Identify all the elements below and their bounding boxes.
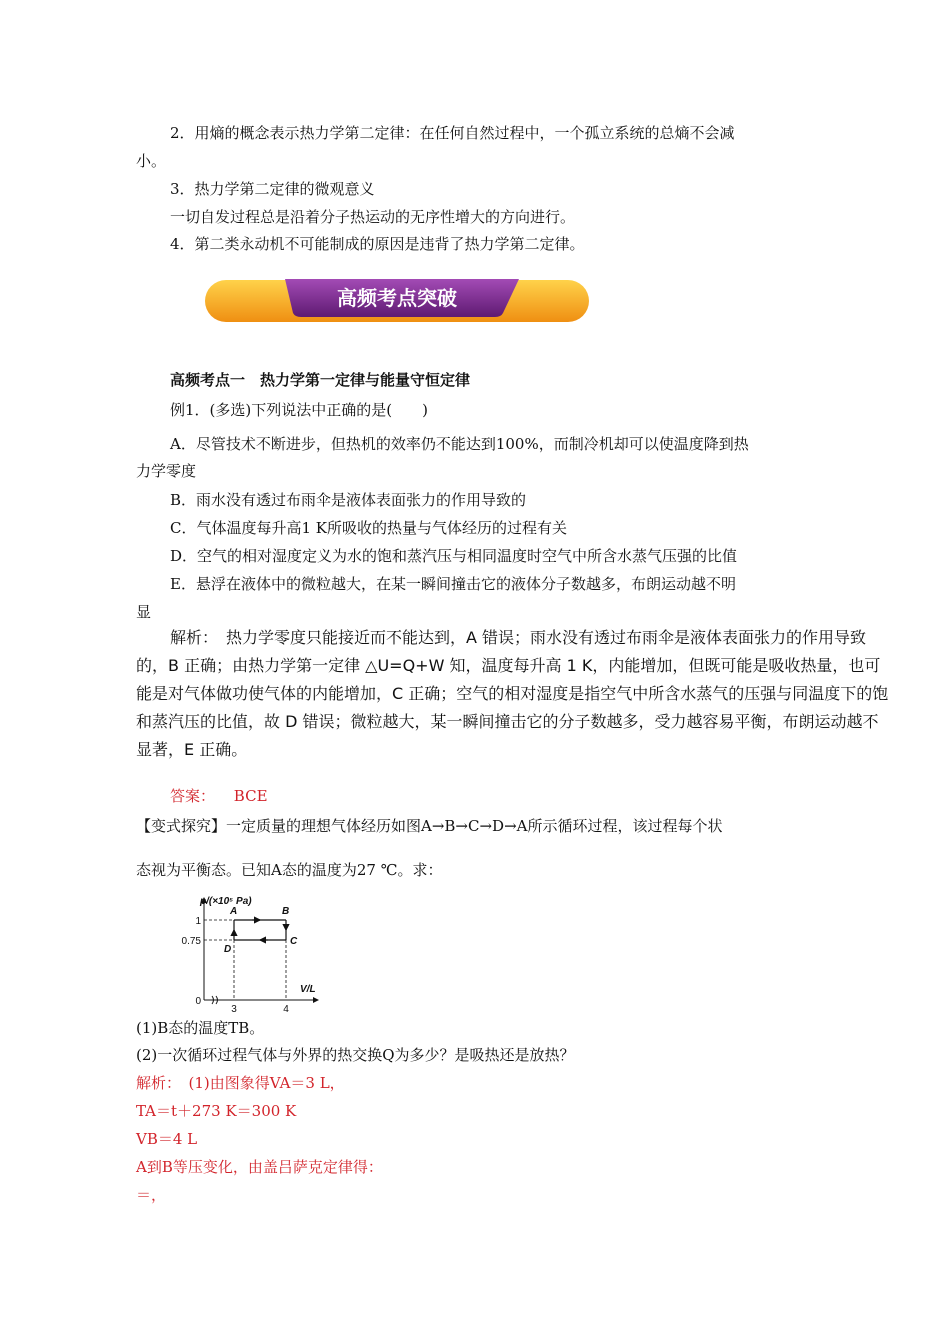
banner-title: 高频考点突破 xyxy=(337,286,457,310)
analysis-line-2: 的，B 正确；由热力学第一定律 △U=Q+W 知，温度每升高 1 K，内能增加，但既可能是吸收热量，也可 xyxy=(136,656,881,675)
option-a: A．尽管技术不断进步，但热机的效率仍不能达到100%，而制冷机却可以使温度降到热 xyxy=(170,435,749,453)
y-axis-label: p/(×10⁵ Pa) xyxy=(200,896,252,907)
x-tick-label: 3 xyxy=(231,1004,237,1015)
origin-label: 0 xyxy=(195,996,201,1007)
option-b: B．雨水没有透过布雨伞是液体表面张力的作用导致的 xyxy=(170,491,527,509)
option-c: C．气体温度每升高1 K所吸收的热量与气体经历的过程有关 xyxy=(170,519,567,537)
x-axis-label: V/L xyxy=(300,984,316,995)
question-1: (1)B态的温度TB。 xyxy=(136,1019,265,1037)
point-label-B: B xyxy=(282,906,290,917)
solution-line-4: A到B等压变化，由盖吕萨克定律得： xyxy=(136,1158,383,1176)
x-tick-label: 4 xyxy=(283,1004,289,1015)
solution-line-5: ＝， xyxy=(136,1186,167,1204)
solution-line-1: 解析： (1)由图象得VA＝3 L， xyxy=(136,1074,345,1092)
analysis-block xyxy=(136,624,908,764)
analysis-line-4: 和蒸汽压的比值，故 D 错误；微粒越大，某一瞬间撞击它的分子数越多，受力越容易平衡，布朗运动越不 xyxy=(136,712,879,731)
option-a-cont: 力学零度 xyxy=(136,462,197,480)
section-banner xyxy=(203,275,591,325)
option-e-cont: 显 xyxy=(136,603,152,621)
analysis-line-1: 解析： 热力学零度只能接近而不能达到，A 错误；雨水没有透过布雨伞是液体表面张力的作用导致 xyxy=(170,628,867,647)
answer xyxy=(170,786,860,806)
variant-intro-cont: 态视为平衡态。已知A态的温度为27 ℃。求： xyxy=(136,861,443,879)
example-question: 例1．(多选)下列说法中正确的是( ) xyxy=(170,401,428,419)
solution-line-2: TA＝t＋273 K＝300 K xyxy=(136,1102,297,1120)
intro-point-2-cont: 小。 xyxy=(136,152,167,170)
pv-diagram xyxy=(181,892,324,1015)
option-d: D．空气的相对湿度定义为水的饱和蒸汽压与相同温度时空气中所含水蒸气压强的比值 xyxy=(170,547,738,565)
y-tick-label: 1 xyxy=(195,916,201,927)
variant-intro: 【变式探究】一定质量的理想气体经历如图A→B→C→D→A所示循环过程，该过程每个状 xyxy=(136,817,723,835)
intro-point-3: 3．热力学第二定律的微观意义 xyxy=(170,180,375,198)
analysis-line-3: 能是对气体做功使气体的内能增加，C 正确；空气的相对湿度是指空气中所含水蒸气的压强与同温度下的饱 xyxy=(136,684,889,703)
point-label-D: D xyxy=(224,944,232,955)
answer-label: 答案： xyxy=(170,787,216,805)
point-label-C: C xyxy=(290,936,298,947)
intro-point-2: 2．用熵的概念表示热力学第二定律：在任何自然过程中，一个孤立系统的总熵不会减 xyxy=(170,124,735,142)
y-tick-label: 0.75 xyxy=(181,936,201,947)
point-label-A: A xyxy=(230,906,238,917)
solution-line-3: VB＝4 L xyxy=(136,1130,198,1148)
option-e: E．悬浮在液体中的微粒越大，在某一瞬间撞击它的液体分子数越多，布朗运动越不明 xyxy=(170,575,736,593)
analysis-line-5: 显著，E 正确。 xyxy=(136,740,248,759)
section-heading: 高频考点一 热力学第一定律与能量守恒定律 xyxy=(170,371,471,389)
intro-point-4: 4．第二类永动机不可能制成的原因是违背了热力学第二定律。 xyxy=(170,235,585,253)
intro-point-3-body: 一切自发过程总是沿着分子热运动的无序性增大的方向进行。 xyxy=(170,208,576,226)
question-2: (2)一次循环过程气体与外界的热交换Q为多少？是吸热还是放热？ xyxy=(136,1046,575,1064)
answer-value: BCE xyxy=(233,787,268,805)
